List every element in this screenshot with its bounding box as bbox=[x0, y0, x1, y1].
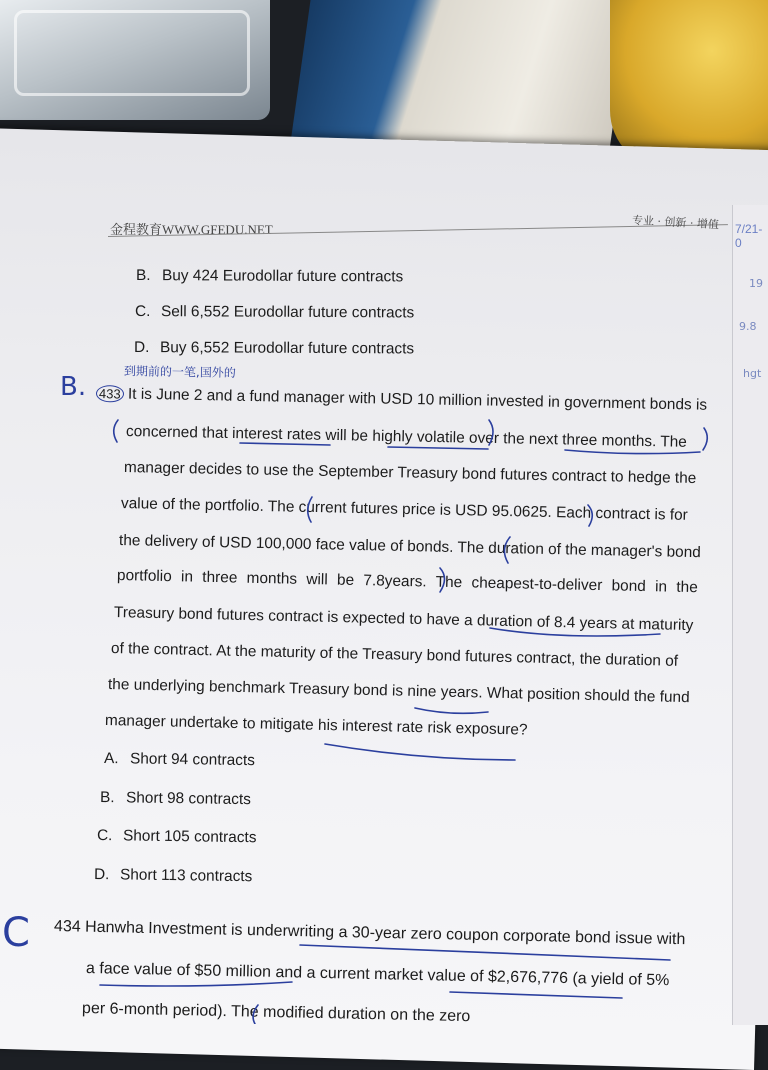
yellow-can bbox=[610, 0, 768, 170]
q433-line-5: the delivery of USD 100,000 face value of bonds. The duration of the manager's bond bbox=[118, 532, 701, 562]
plastic-box bbox=[0, 0, 270, 120]
answer-mark-434: C bbox=[2, 910, 30, 956]
q433-option-c: C. Short 105 contracts bbox=[96, 827, 257, 847]
header-site: 金程教育WWW.GFEDU.NET bbox=[110, 222, 273, 237]
margin-note: hgt bbox=[743, 367, 762, 380]
q434-line-2: a face value of $50 million and a current market value of $2,676,776 (a yield of 5% bbox=[85, 960, 670, 990]
answer-mark-433: B. bbox=[60, 372, 87, 402]
header-slogan: 专业 · 创新 · 增值 bbox=[631, 213, 720, 232]
q433-option-d: D. Short 113 contracts bbox=[93, 866, 253, 886]
prev-option-b: B. Buy 424 Eurodollar future contracts bbox=[135, 267, 404, 286]
question-number-433: 433 bbox=[96, 385, 124, 403]
q433-option-a: A. Short 94 contracts bbox=[103, 750, 256, 770]
q433-line-7: Treasury bond futures contract is expected to have a duration of 8.4 years at maturity bbox=[113, 604, 694, 635]
q433-line-4: value of the portfolio. The current futures price is USD 95.0625. Each contract is for bbox=[120, 495, 688, 524]
q433-line-3: manager decides to use the September Treasury bond futures contract to hedge the bbox=[123, 459, 697, 487]
q433-option-b: B. Short 98 contracts bbox=[99, 789, 252, 809]
prev-option-c: C. Sell 6,552 Eurodollar future contracts bbox=[134, 303, 415, 322]
q433-line-6: portfolio in three months will be 7.8years. The cheapest-to-deliver bond in the bbox=[116, 567, 698, 597]
bottle-label bbox=[289, 0, 630, 150]
margin-note: 19 bbox=[749, 277, 763, 290]
chinese-annotation: 到期前的一笔,国外的 bbox=[123, 364, 236, 380]
q434-line-1: 434 Hanwha Investment is underwriting a 30-year zero coupon corporate bond issue with bbox=[53, 918, 686, 949]
margin-note: 9.8 bbox=[739, 320, 757, 333]
prev-option-d: D. Buy 6,552 Eurodollar future contracts bbox=[133, 339, 415, 358]
handwritten-margin: 7/21-0 bbox=[735, 222, 763, 250]
q434-line-3: per 6-month period). The modified duration on the zero bbox=[81, 1000, 471, 1026]
q433-line-1: 433 It is June 2 and a fund manager with USD 10 million invested in government bonds is bbox=[96, 385, 707, 415]
q433-line-10: manager undertake to mitigate his interest rate risk exposure? bbox=[104, 712, 528, 739]
q433-line-8: of the contract. At the maturity of the Treasury bond futures contract, the duration of bbox=[110, 640, 679, 670]
q433-line-9: the underlying benchmark Treasury bond is nine years. What position should the fund bbox=[107, 676, 690, 707]
q433-line-2: concerned that interest rates will be highly volatile over the next three months. The bbox=[125, 423, 688, 451]
plastic-box-lid bbox=[14, 10, 250, 96]
next-page-edge bbox=[732, 205, 768, 1025]
